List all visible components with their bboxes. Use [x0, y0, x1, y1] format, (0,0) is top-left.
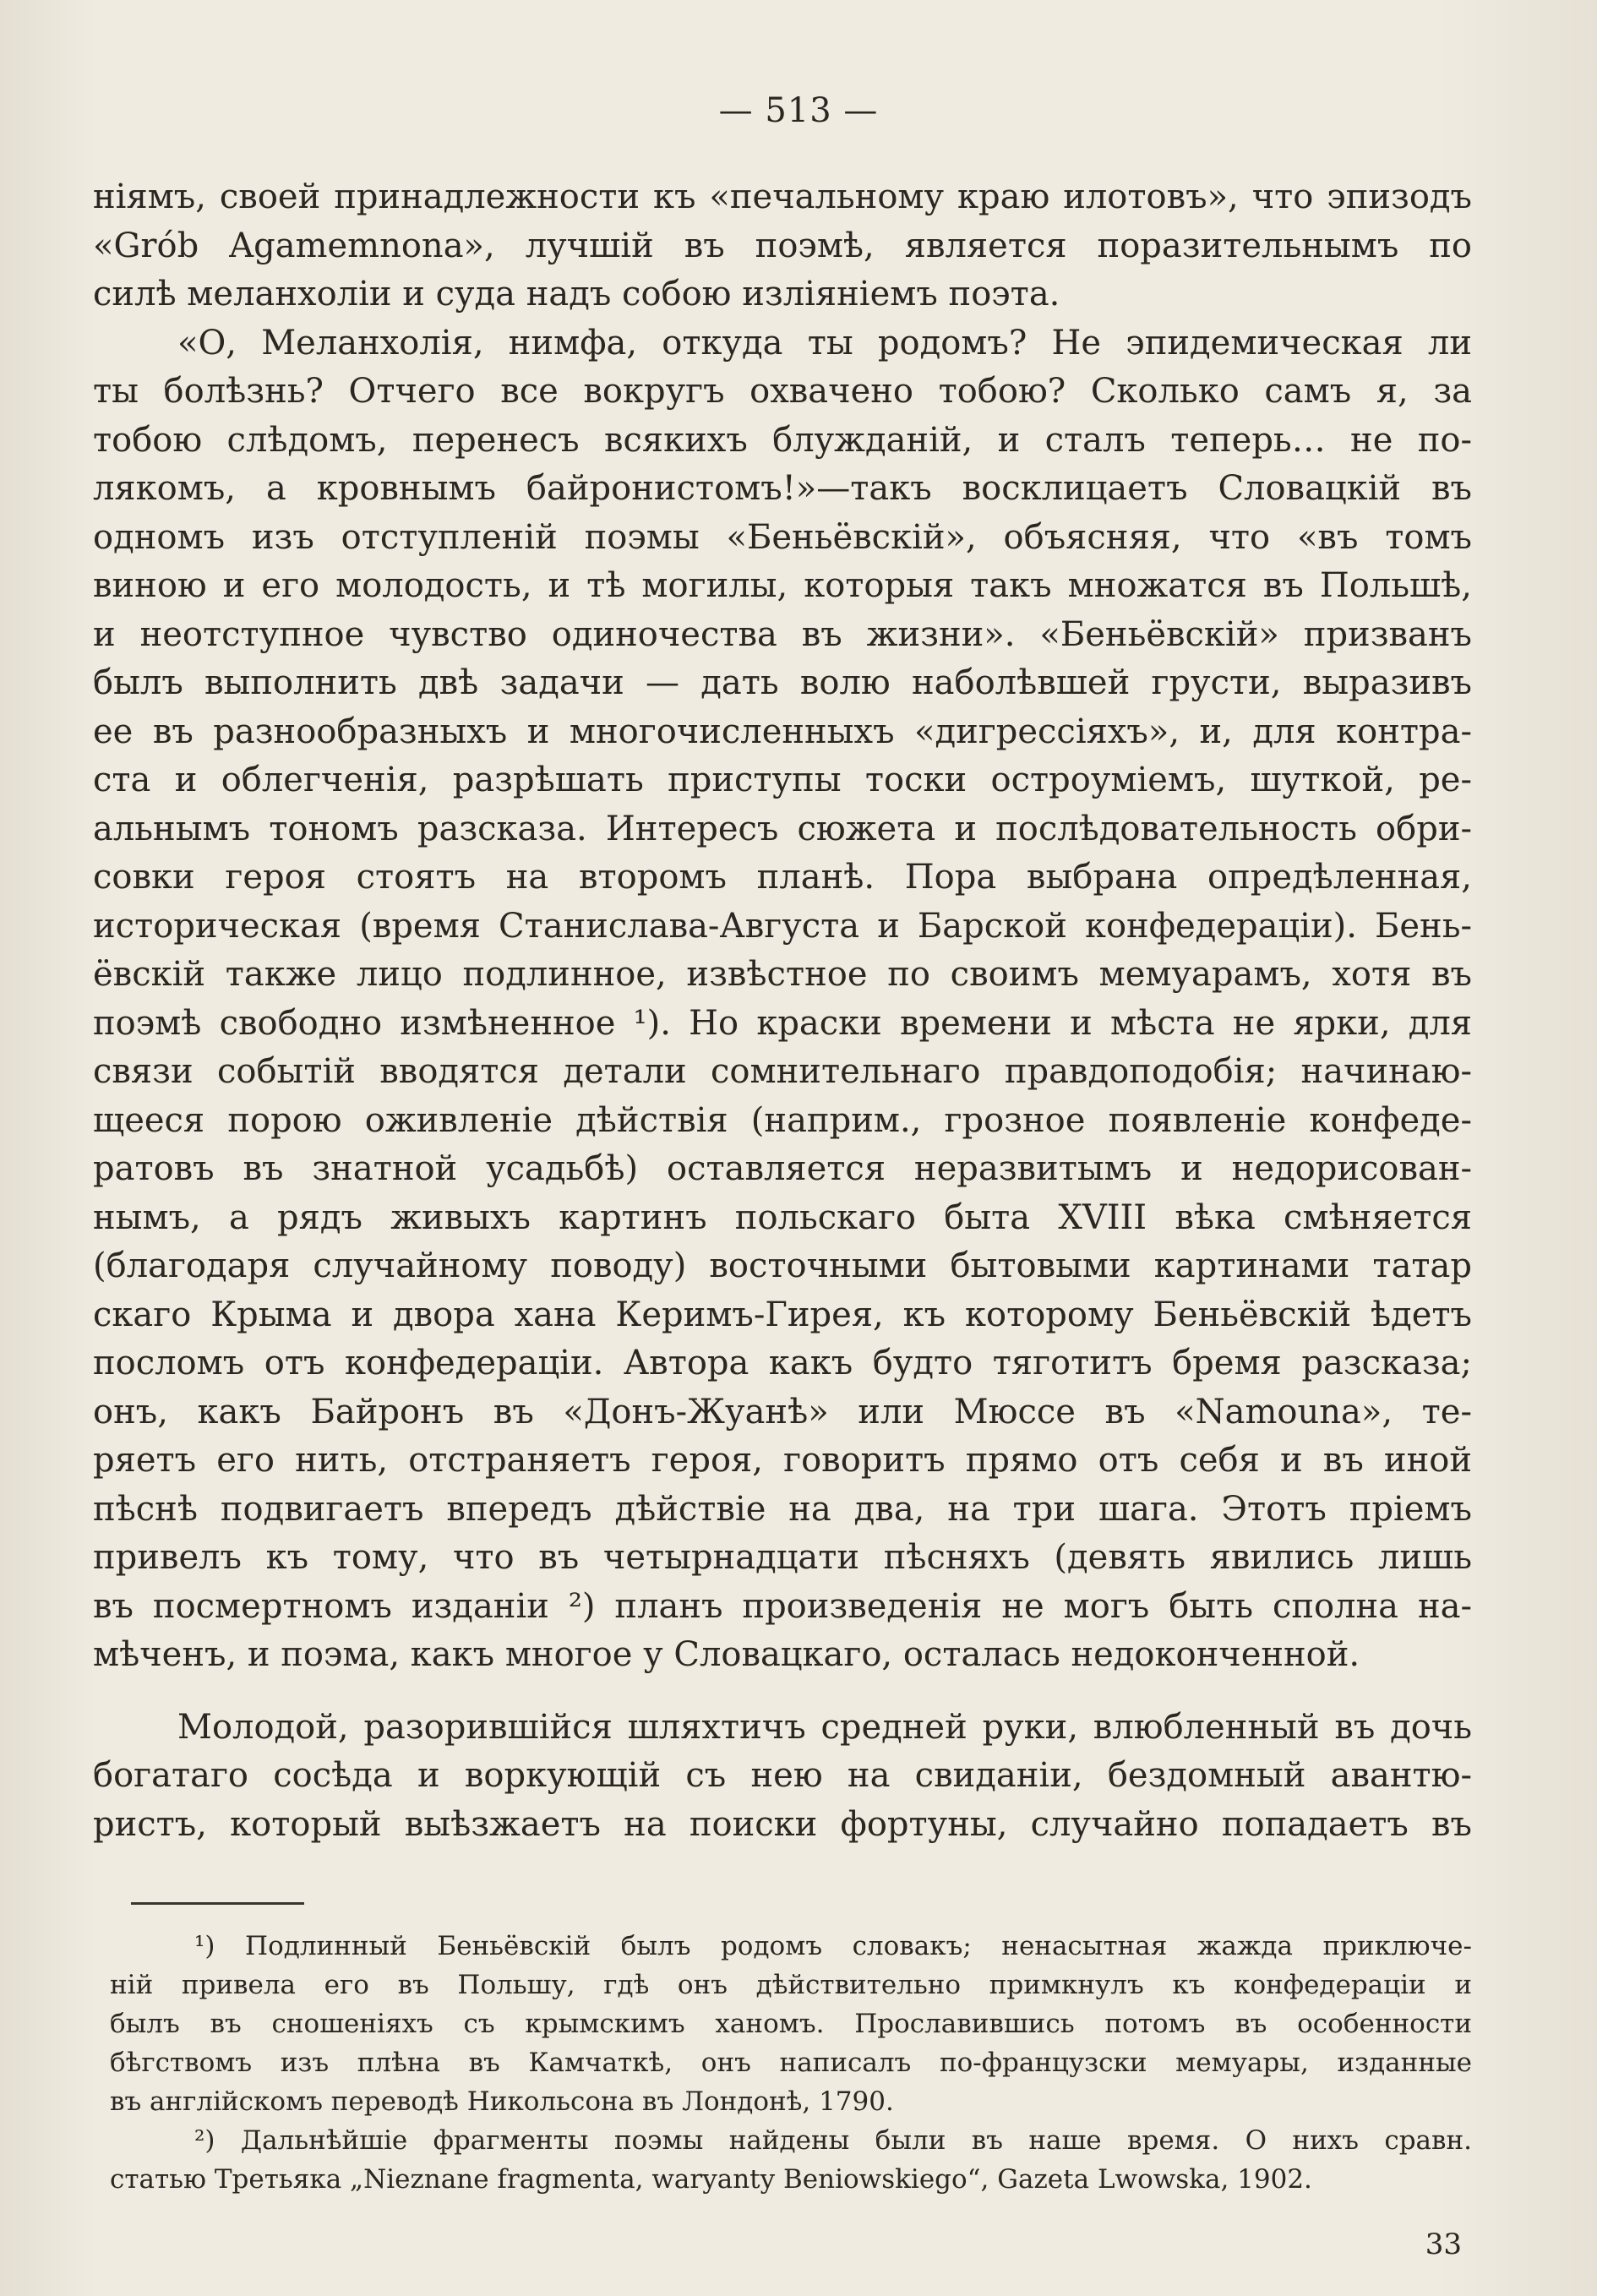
text-line: одномъ изъ отступленій поэмы «Беньёвскій», объясняя, что «въ томъ [93, 517, 1472, 557]
text-line: ніямъ, своей принадлежности къ «печальному краю илотовъ», что эпизодъ [93, 177, 1472, 216]
text-line: богатаго сосѣда и воркующій съ нею на свиданіи, бездомный авантю- [93, 1756, 1472, 1795]
text-line: ратовъ въ знатной усадьбѣ) оставляется неразвитымъ и недорисован- [93, 1149, 1472, 1188]
text-line: альнымъ тономъ разсказа. Интересъ сюжета и послѣдовательность обри- [93, 809, 1472, 848]
text-line: лякомъ, а кровнымъ байронистомъ!»—такъ восклицаетъ Словацкій въ [93, 469, 1472, 508]
text-line: ристъ, который выѣзжаетъ на поиски фортуны, случайно попадаетъ въ [93, 1804, 1472, 1844]
main-text [93, 173, 1472, 1849]
text-line: посломъ отъ конфедераціи. Автора какъ будто тяготитъ бремя разсказа; [93, 1344, 1472, 1383]
text-line: совки героя стоятъ на второмъ планѣ. Пора выбрана опредѣленная, [93, 858, 1472, 897]
text-line: щееся порою оживленіе дѣйствія (наприм., грозное появленіе конфеде- [93, 1100, 1472, 1140]
footnote-line: бѣгствомъ изъ плѣна въ Камчаткѣ, онъ написалъ по-французски мемуары, изданные [110, 2048, 1472, 2078]
paragraph-3 [93, 1704, 1472, 1850]
paragraph-1 [93, 173, 1472, 319]
text-line: (благодаря случайному поводу) восточными бытовыми картинами татар [93, 1246, 1472, 1285]
text-line: связи событій вводятся детали сомнительнаго правдоподобія; начинаю- [93, 1052, 1472, 1091]
text-line: виною и его молодость, и тѣ могилы, которыя такъ множатся въ Польшѣ, [93, 566, 1472, 605]
paragraph-2 [93, 319, 1472, 1680]
text-line: пѣснѣ подвигаетъ впередъ дѣйствіе на два, на три шага. Этотъ пріемъ [93, 1489, 1472, 1529]
text-line: онъ, какъ Байронъ въ «Донъ-Жуанѣ» или Мюссе въ «Namouna», те- [93, 1392, 1472, 1432]
text-line: ёвскій также лицо подлинное, извѣстное по своимъ мемуарамъ, хотя въ [93, 955, 1472, 994]
paragraph-gap [93, 1680, 1472, 1704]
footnote-2 [110, 2121, 1472, 2199]
signature-mark: 33 [1425, 2228, 1462, 2261]
text-line: тобою слѣдомъ, перенесъ всякихъ блужданій, и сталъ теперь… не по- [93, 420, 1472, 460]
text-line: привелъ къ тому, что въ четырнадцати пѣсняхъ (девять явились лишь [93, 1538, 1472, 1577]
text-line: ста и облегченія, разрѣшать приступы тоски остроуміемъ, шуткой, ре- [93, 761, 1472, 799]
footnote-line: въ англійскомъ переводѣ Никольсона въ Лондонѣ, 1790. [110, 2086, 894, 2117]
text-line: былъ выполнить двѣ задачи — дать волю наболѣвшей грусти, выразивъ [93, 663, 1472, 702]
text-line: и неотступное чувство одиночества въ жизни». «Беньёвскій» призванъ [93, 614, 1472, 654]
text-line: Молодой, разорившійся шляхтичъ средней руки, влюбленный въ дочь [177, 1707, 1472, 1747]
text-line: ее въ разнообразныхъ и многочисленныхъ «дигрессіяхъ», и, для контра- [93, 712, 1472, 751]
footnote-line: былъ въ сношеніяхъ съ крымскимъ ханомъ. Прославившись потомъ въ особенности [110, 2009, 1472, 2039]
footnote-line: ¹) Подлинный Беньёвскій былъ родомъ словакъ; ненасытная жажда приключе- [194, 1931, 1472, 1961]
text-line: поэмѣ свободно измѣненное ¹). Но краски времени и мѣста не ярки, для [93, 1003, 1472, 1043]
text-line: «О, Меланхолія, нимфа, откуда ты родомъ? Не эпидемическая ли [177, 323, 1472, 363]
footnote-divider [131, 1902, 304, 1905]
text-line: ряетъ его нить, отстраняетъ героя, говоритъ прямо отъ себя и въ иной [93, 1441, 1472, 1480]
footnote-line: статью Третьяка „Nieznane fragmenta, waryanty Beniowskiego“, Gazeta Lwowska, 1902. [110, 2164, 1312, 2195]
text-line: историческая (время Станислава-Августа и Барской конфедераціи). Бень- [93, 906, 1472, 946]
page-number: — 513 — [718, 91, 879, 130]
text-line: ты болѣзнь? Отчего все вокругъ охвачено тобою? Сколько самъ я, за [93, 372, 1472, 411]
text-line: мѣченъ, и поэма, какъ многое у Словацкаго, осталась недоконченной. [93, 1635, 1360, 1674]
footnote-1 [110, 1927, 1472, 2121]
footnotes [110, 1927, 1472, 2199]
text-line: скаго Крыма и двора хана Керимъ-Гирея, къ которому Беньёвскій ѣдетъ [93, 1295, 1472, 1334]
text-line: «Grób Agamemnona», лучшій въ поэмѣ, является поразительнымъ по [93, 226, 1472, 265]
text-line: силѣ меланхоліи и суда надъ собою изліяніемъ поэта. [93, 275, 1060, 314]
footnote-line: ній привела его въ Польшу, гдѣ онъ дѣйствительно примкнулъ къ конфедераціи и [110, 1970, 1472, 2000]
footnote-line: ²) Дальнѣйшіе фрагменты поэмы найдены были въ наше время. О нихъ сравн. [194, 2125, 1472, 2156]
text-line: нымъ, а рядъ живыхъ картинъ польскаго быта XVIII вѣка смѣняется [93, 1197, 1472, 1237]
text-line: въ посмертномъ изданіи ²) планъ произведенія не могъ быть сполна на- [93, 1586, 1472, 1626]
